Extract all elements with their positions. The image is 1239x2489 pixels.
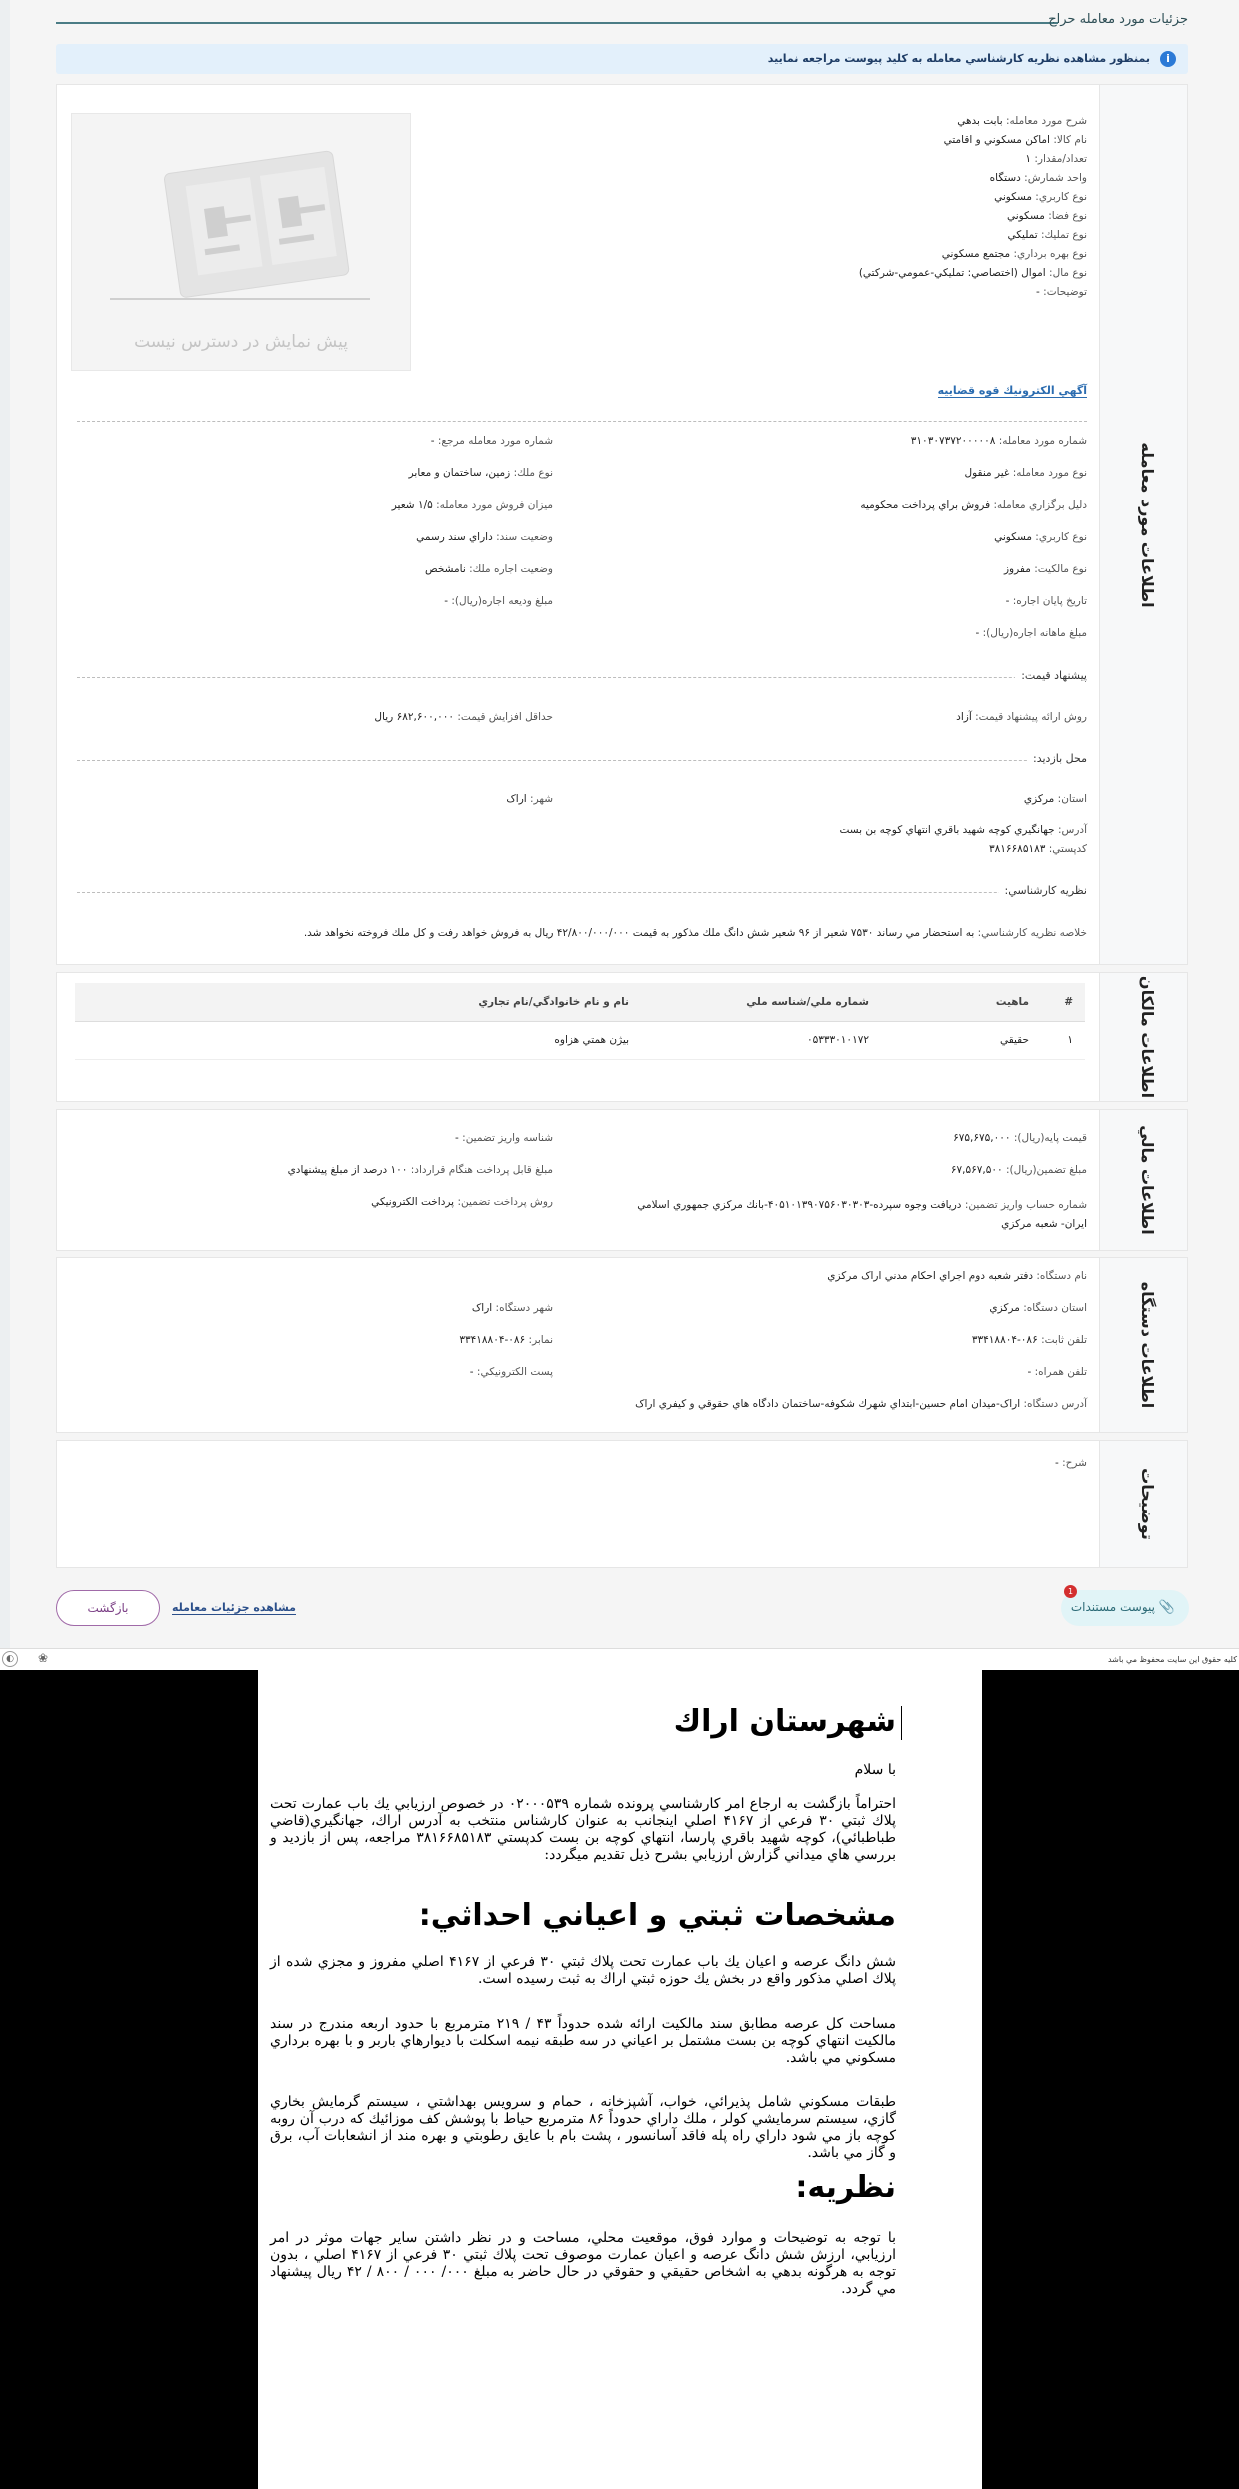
device-fax: نمابر: ۰۸۶-۳۳۴۱۸۸۰۴ xyxy=(459,1334,553,1346)
grid-right-5: تاريخ پايان اجاره: - xyxy=(1005,595,1087,607)
owners-table xyxy=(75,983,1085,1060)
doc-para-3: مساحت كل عرصه مطابق سند مالكيت ارائه شده حدوداً ۴۳ / ۲۱۹ مترمربع با حدود اربعه مندرج در سند مالكيت انتهاي كوچه بن بست مشتمل بر اعياني در سه طبقه نيمه اسكلت با ديوارهاي باربر و با بهره برداري مسكوني مي باشد. xyxy=(270,2016,896,2066)
doc-greeting: با سلام xyxy=(854,1762,896,1778)
table-row xyxy=(75,1021,1085,1059)
finance-side-panel xyxy=(1099,1110,1187,1250)
image-placeholder xyxy=(71,113,411,371)
doc-para-1: احتراماً بازگشت به ارجاع امر كارشناسي پرونده شماره ۰۲۰۰۰۵۳۹ در خصوص ارزيابي يك باب عمارت تحت پلاك ثبتي ۳۰ فرعي از ۴۱۶۷ اصلي اينجانب به عنوان كارشناس منتخب به آدرس اراك، جهانگيري(قاضي طباطبائي)، كوچه شهيد باقري پارسا، انتهاي كوچه بن بست كدپستي ۳۸۱۶۶۸۵۱۸۳ مراجعه، پس از بازديد و بررسي هاي ميداني گزارش ارزيابي بشرح ذيل تقديم ميگردد: xyxy=(270,1796,897,1863)
col-index: # xyxy=(1041,983,1085,1021)
grid-left-4: وضعيت اجاره ملك: نامشخص xyxy=(425,563,553,575)
divider-1 xyxy=(77,421,1087,422)
item-details-section xyxy=(56,84,1188,965)
location-province: استان: مركزي xyxy=(1023,793,1087,805)
accessibility-icon[interactable]: ◐ xyxy=(2,1651,18,1667)
footer-bar xyxy=(0,1648,1239,1670)
grid-left-1: نوع ملك: زمين، ساختمان و معابر xyxy=(408,467,553,479)
bid-method: روش ارائه پيشنهاد قيمت: آزاد xyxy=(956,711,1087,723)
left-scroll-strip xyxy=(0,0,10,1648)
cell-national-id: ۰۵۳۳۳۰۱۰۱۷۲ xyxy=(641,1021,881,1059)
info-notice-bar xyxy=(56,44,1188,74)
finance-section xyxy=(56,1109,1188,1251)
owners-table-header xyxy=(75,983,1085,1021)
device-side-panel xyxy=(1099,1258,1187,1432)
device-province: استان دستگاه: مركزي xyxy=(989,1302,1087,1314)
info-icon: i xyxy=(1160,51,1176,67)
base-price: قيمت پايه(ريال): ۶۷۵,۶۷۵,۰۰۰ xyxy=(953,1132,1087,1144)
expert-heading: نظريه كارشناسي: xyxy=(999,884,1088,897)
copyright-text: كليه حقوق اين سايت محفوظ مي باشد xyxy=(1107,1655,1237,1664)
col-name: نام و نام خانوادگي/نام تجاري xyxy=(75,983,641,1021)
doc-para-4: طبقات مسكوني شامل پذيرائي، خواب، آشپزخانه ، حمام و سرويس بهداشتي ، سيستم گرمايش بخاري گازي، سيستم سرمايشي كولر ، ملك داراي حدوداً ۸۶ مترمربع حياط با پوشش كف موزائيك كه درب آن روبه كوچه باز مي شود داراي راه پله فاقد آسانسور ، پشت بام با عايق رطوبتي و بهره مند از انشعابات آب، برق و گاز مي باشد. xyxy=(270,2094,896,2161)
divider-4 xyxy=(77,892,1087,893)
device-city: شهر دستگاه: اراک xyxy=(471,1302,553,1314)
attachments-count-badge: 1 xyxy=(1064,1585,1077,1598)
page-title: جزئيات مورد معامله حراج xyxy=(1048,12,1188,27)
device-section xyxy=(56,1257,1188,1433)
payment-method: روش پرداخت تضمين: پرداخت الكترونيكي xyxy=(371,1196,553,1208)
bid-heading: پيشنهاد قيمت: xyxy=(1015,669,1087,682)
document-viewer xyxy=(0,1670,1239,2489)
item-side-title: اطلاعات مورد معامله xyxy=(1138,441,1157,608)
view-details-link[interactable]: مشاهده جزئيات معامله xyxy=(172,1601,296,1614)
device-phone: تلفن ثابت: ۰۸۶-۳۳۴۱۸۸۰۴ xyxy=(971,1334,1087,1346)
bid-min-increase: حداقل افزايش قيمت: ۶۸۲,۶۰۰,۰۰۰ ريال xyxy=(374,711,553,723)
notes-desc: شرح: - xyxy=(1054,1457,1087,1469)
divider-3 xyxy=(77,760,1087,761)
item-desc-2: تعداد/مقدار: ۱ xyxy=(1025,153,1087,165)
doc-heading-2: مشخصات ثبتي و اعياني احداثي: xyxy=(418,1898,896,1933)
image-unavailable-caption: پیش نمایش در دسترس نیست xyxy=(134,332,348,352)
owners-side-panel xyxy=(1099,973,1187,1101)
cell-index: ۱ xyxy=(1041,1021,1085,1059)
text-caret xyxy=(901,1706,902,1740)
title-underline xyxy=(56,22,1058,24)
item-desc-0: شرح مورد معامله: بابت بدهي xyxy=(957,115,1087,127)
item-desc-6: نوع تمليك: تمليكي xyxy=(1007,229,1087,241)
divider-2 xyxy=(77,677,1087,678)
device-mobile: تلفن همراه: - xyxy=(1027,1366,1087,1378)
grid-left-0: شماره مورد معامله مرجع: - xyxy=(430,435,553,447)
doc-para-2: شش دانگ عرصه و اعيان يك باب عمارت تحت پلاك ثبتي ۳۰ فرعي از ۴۱۶۷ اصلي مفروز و مجزي شده از پلاك اصلي مذكور واقع در بخش يك حوزه ثبتي اراك به ثبت رسيده است. xyxy=(270,1954,896,1987)
device-email: پست الكترونيكي: - xyxy=(469,1366,553,1378)
item-side-panel xyxy=(1099,85,1187,964)
expert-summary: خلاصه نظريه كارشناسي: به استحضار مي رساند ۷۵۳۰ شعير از ۹۶ شعير شش دانگ ملك مذكور به قيمت ۴۲/۸۰۰/۰۰۰/۰۰۰ ريال به فروش خواهد رفت و كل ملك فروخته نخواهد شد. xyxy=(303,927,1087,939)
item-desc-3: واحد شمارش: دستگاه xyxy=(989,172,1087,184)
page-title-row xyxy=(56,12,1188,34)
back-button[interactable]: بازگشت xyxy=(56,1590,160,1626)
grid-right-1: نوع مورد معامله: غير منقول xyxy=(964,467,1087,479)
guarantee-amount: مبلغ تضمين(ريال): ۶۷,۵۶۷,۵۰۰ xyxy=(950,1164,1087,1176)
payable-amount: مبلغ قابل پرداخت هنگام قرارداد: ۱۰۰ درصد از مبلغ پيشنهادي xyxy=(287,1164,553,1176)
item-desc-8: نوع مال: اموال (اختصاصي: تمليكي-عمومي-شركتي) xyxy=(858,267,1087,279)
grid-right-2: دليل برگزاري معامله: فروش براي پرداخت محكوميه xyxy=(860,499,1087,511)
grid-left-3: وضعيت سند: داراي سند رسمي xyxy=(416,531,553,543)
device-name: نام دستگاه: دفتر شعبه دوم اجراي احكام مدني اراک مركزي xyxy=(827,1270,1087,1282)
location-heading: محل بازديد: xyxy=(1027,752,1087,765)
device-side-title: اطلاعات دستگاه xyxy=(1138,1281,1157,1409)
cell-type: حقيقي xyxy=(881,1021,1041,1059)
doc-title: شهرستان اراك xyxy=(673,1704,896,1739)
attachments-button-label: پیوست مستندات xyxy=(1070,1600,1155,1614)
emblem-icon: ❀ xyxy=(38,1651,49,1665)
notes-side-title: توضيحات xyxy=(1138,1468,1157,1540)
grid-right-4: نوع مالكيت: مفروز xyxy=(1003,563,1087,575)
expert-report-page xyxy=(258,1670,982,2489)
judiciary-ad-link[interactable]: آگهي الكترونيك قوه قضاييه xyxy=(937,384,1087,397)
notes-section xyxy=(56,1440,1188,1568)
item-desc-1: نام کالا: اماكن مسكوني و اقامتي xyxy=(943,134,1087,146)
item-desc-9: توضيحات: - xyxy=(1036,286,1087,298)
info-notice-text: بمنظور مشاهده نظريه كارشناسي معامله به كليد پيوست مراجعه نماييد xyxy=(767,52,1150,65)
attachments-button[interactable] xyxy=(1061,1587,1189,1626)
deposit-id: شناسه واريز تضمين: - xyxy=(455,1132,553,1144)
grid-right-6: مبلغ ماهانه اجاره(ريال): - xyxy=(975,627,1087,639)
paperclip-icon: 📎 xyxy=(1158,1600,1175,1615)
notes-side-panel xyxy=(1099,1441,1187,1567)
location-address: آدرس: جهانگيري كوچه شهيد باقري انتهاي كوچه بن بست xyxy=(839,824,1087,836)
finance-side-title: اطلاعات مالي xyxy=(1138,1125,1157,1235)
grid-right-3: نوع كاربري: مسكوني xyxy=(994,531,1087,543)
deposit-account: شماره حساب واريز تضمين: دريافت وجوه سپرده-۴۰۵۱۰۱۳۹۰۷۵۶۰۳۰۳۰۳-بانك مركزي جمهوري اسلامي ايران- شعبه مركزي xyxy=(637,1199,1087,1230)
grid-right-0: شماره مورد معامله: ۳۱۰۳۰۷۳۷۲۰۰۰۰۰۸ xyxy=(910,435,1087,447)
doc-para-5: با توجه به توضيحات و موارد فوق، موقعيت محلي، مساحت و در نظر داشتن ساير جهات موثر در امر ارزيابي، ارزش شش دانگ عرصه و اعيان عمارت موصوف تحت پلاك ثبتي ۳۰ فرعي از ۴۱۶۷ اصلي ، بدون توجه به هرگونه بدهي به اشخاص حقيقي و حقوقي در حال حاضر به مبلغ ۰۰۰/ ۰۰۰ / ۸۰۰ / ۴۲ ريال پيشنهاد مي گردد. xyxy=(270,2230,896,2297)
cell-name: بيژن همتي هزاوه xyxy=(75,1021,641,1059)
doc-heading-3: نظريه: xyxy=(795,2170,896,2205)
owners-side-title: اطلاعات مالكان xyxy=(1138,975,1157,1099)
grid-left-5: مبلغ وديعه اجاره(ريال): - xyxy=(444,595,553,607)
col-national-id: شماره ملي/شناسه ملي xyxy=(641,983,881,1021)
item-desc-4: نوع كاربري: مسكوني xyxy=(994,191,1087,203)
col-type: ماهيت xyxy=(881,983,1041,1021)
device-address: آدرس دستگاه: اراک-ميدان امام حسين-ابتداي شهرك شكوفه-ساختمان دادگاه هاي حقوقي و كيفري اراک xyxy=(635,1398,1087,1410)
location-city: شهر: اراک xyxy=(506,793,553,805)
item-desc-5: نوع فضا: مسكوني xyxy=(1006,210,1087,222)
grid-left-2: ميزان فروش مورد معامله: ۱/۵ شعير xyxy=(391,499,553,511)
item-desc-7: نوع بهره برداري: مجتمع مسكوني xyxy=(941,248,1087,260)
owners-section xyxy=(56,972,1188,1102)
location-postal: كدپستي: ۳۸۱۶۶۸۵۱۸۳ xyxy=(988,843,1087,855)
gavel-placeholder-icon xyxy=(70,114,410,314)
